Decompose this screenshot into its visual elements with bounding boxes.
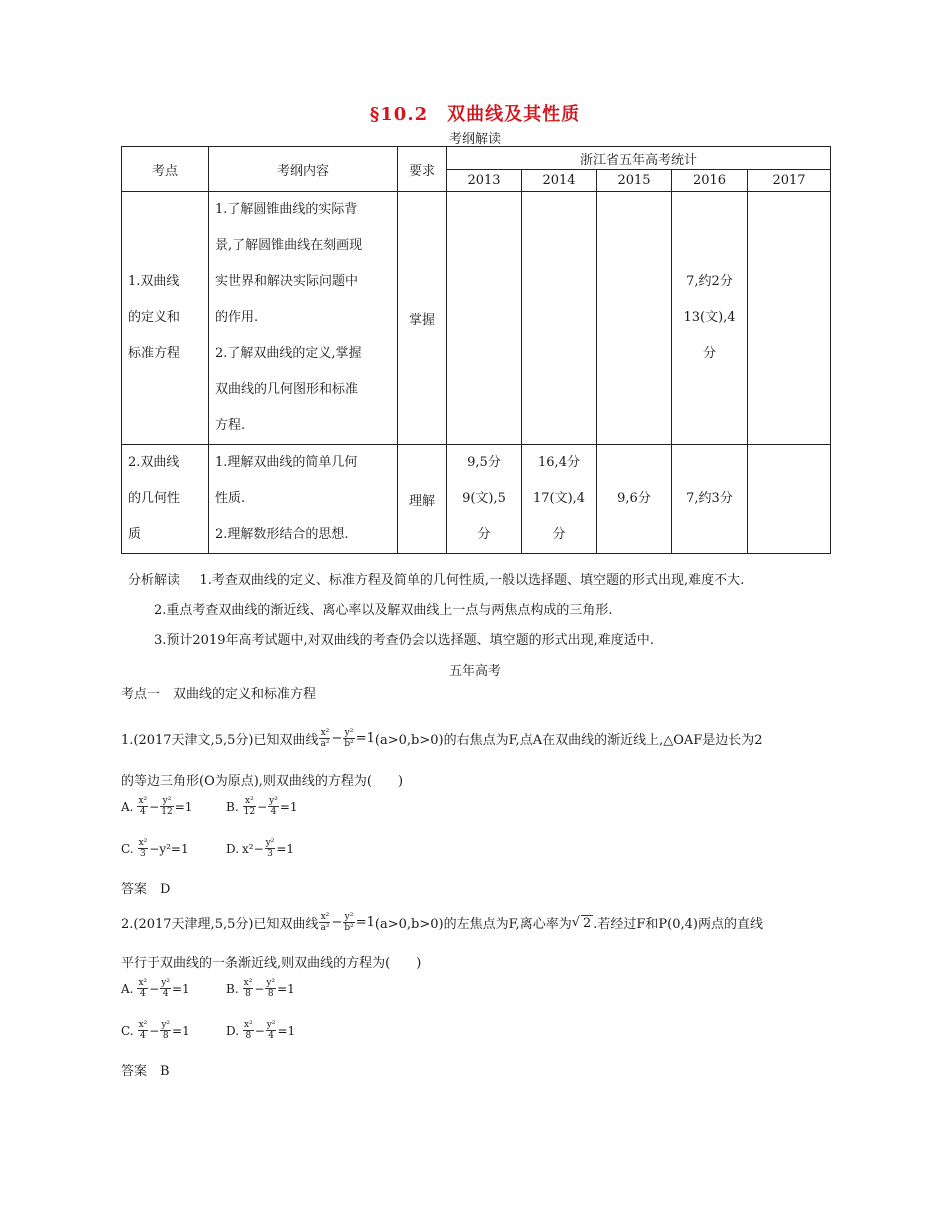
q2-option-b: B. $\frac{\text{x²}}{8}$ − $\frac{\text{y²}}{8}$ =1 xyxy=(226,978,295,999)
row1-yaoqiu: 掌握 xyxy=(398,192,447,445)
q1-option-b: B. $\frac{\text{x²}}{12}$ − $\frac{\text{y²}}{4}$ =1 xyxy=(226,796,298,817)
analysis-block xyxy=(128,566,744,656)
row1-2015 xyxy=(597,192,672,445)
sqrt-symbol: √ xyxy=(571,915,580,930)
header-year: 2014 xyxy=(522,170,597,192)
q1-option-c: C. $\frac{\text{x²}}{3}$ − y²=1 xyxy=(121,838,189,859)
row1-neirong: 1.了解圆锥曲线的实际背 景,了解圆锥曲线在刻画现 实世界和解决实际问题中 的作用. 2.了解双曲线的定义,掌握 双曲线的几何图形和标准 方程. xyxy=(209,192,398,445)
header-kaodian: 考点 xyxy=(122,147,209,192)
question-1-line2: 的等边三角形(O为原点),则双曲线的方程为( ) xyxy=(121,774,404,789)
header-year: 2015 xyxy=(597,170,672,192)
row2-neirong: 1.理解双曲线的简单几何 性质. 2.理解数形结合的思想. xyxy=(209,445,398,554)
point-heading: 考点一 双曲线的定义和标准方程 xyxy=(121,687,317,702)
table-row xyxy=(122,445,831,554)
q1-option-d: D. x² − $\frac{\text{y²}}{3}$ =1 xyxy=(226,838,295,859)
fraction: $\frac{\text{x²}}{\text{a²}}$ xyxy=(320,728,330,749)
row2-2013: 9,5分 9(文),5 分 xyxy=(447,445,522,554)
header-stats: 浙江省五年高考统计 xyxy=(447,147,831,170)
table-row xyxy=(122,192,831,445)
analysis-label: 分析解读 xyxy=(128,573,181,588)
question-2-line2: 平行于双曲线的一条渐近线,则双曲线的方程为( ) xyxy=(121,956,422,971)
q1-option-a: A. $\frac{\text{x²}}{4}$ − $\frac{\text{y²}}{12}$ =1 xyxy=(121,796,193,817)
row2-2017 xyxy=(748,445,831,554)
q2-option-d: D. $\frac{\text{x²}}{8}$ − $\frac{\text{y²}}{4}$ =1 xyxy=(226,1020,296,1041)
header-yaoqiu: 要求 xyxy=(398,147,447,192)
row2-kaodian: 2.双曲线 的几何性 质 xyxy=(122,445,209,554)
q2-option-c: C. $\frac{\text{x²}}{4}$ − $\frac{\text{y²}}{8}$ =1 xyxy=(121,1020,190,1041)
page-title: §10.2 双曲线及其性质 xyxy=(369,104,581,125)
sqrt-value: 2 xyxy=(583,915,592,931)
row1-2016: 7,约2分 13(文),4 分 xyxy=(672,192,748,445)
row1-2014 xyxy=(522,192,597,445)
header-neirong: 考纲内容 xyxy=(209,147,398,192)
analysis-item: 2.重点考查双曲线的渐近线、离心率以及解双曲线上一点与两焦点构成的三角形. xyxy=(154,603,613,618)
analysis-item: 3.预计2019年高考试题中,对双曲线的考查仍会以选择题、填空题的形式出现,难度适中. xyxy=(154,633,654,648)
row2-2015: 9,6分 xyxy=(597,445,672,554)
fraction: $\frac{\text{x²}}{\text{a²}}$ xyxy=(320,912,330,933)
header-year: 2016 xyxy=(672,170,748,192)
fraction: $\frac{\text{y²}}{\text{b²}}$ xyxy=(344,912,354,933)
analysis-item: 1.考查双曲线的定义、标准方程及简单的几何性质,一般以选择题、填空题的形式出现,难度不大. xyxy=(199,573,745,588)
row1-kaodian: 1.双曲线 的定义和 标准方程 xyxy=(122,192,209,445)
section-heading: 五年高考 xyxy=(448,664,501,679)
row2-2016: 7,约3分 xyxy=(672,445,748,554)
row1-2017 xyxy=(748,192,831,445)
row1-2013 xyxy=(447,192,522,445)
q1-answer: 答案 D xyxy=(121,882,171,897)
question-1: 1.(2017天津文,5,5分)已知双曲线 $\frac{\text{x²}}{\text{a²}}$ − $\frac{\text{y²}}{\text{b²}}$ =1 (a>0,b>0)的右焦点为F,点A在双曲线的渐近线上,△OAF是边长为2 xyxy=(121,728,763,749)
question-2: 2.(2017天津理,5,5分)已知双曲线 $\frac{\text{x²}}{\text{a²}}$ − $\frac{\text{y²}}{\text{b²}}$ =1 (a>0,b>0)的左焦点为F,离心率为 √ 2 .若经过F和P(0,4)两点的直线 xyxy=(121,912,763,933)
header-year: 2013 xyxy=(447,170,522,192)
q2-answer: 答案 B xyxy=(121,1064,170,1079)
header-year: 2017 xyxy=(748,170,831,192)
q2-option-a: A. $\frac{\text{x²}}{4}$ − $\frac{\text{y²}}{4}$ =1 xyxy=(121,978,190,999)
syllabus-table xyxy=(121,146,831,554)
table-caption: 考纲解读 xyxy=(448,132,501,147)
fraction: $\frac{\text{y²}}{\text{b²}}$ xyxy=(344,728,354,749)
row2-2014: 16,4分 17(文),4 分 xyxy=(522,445,597,554)
row2-yaoqiu: 理解 xyxy=(398,445,447,554)
